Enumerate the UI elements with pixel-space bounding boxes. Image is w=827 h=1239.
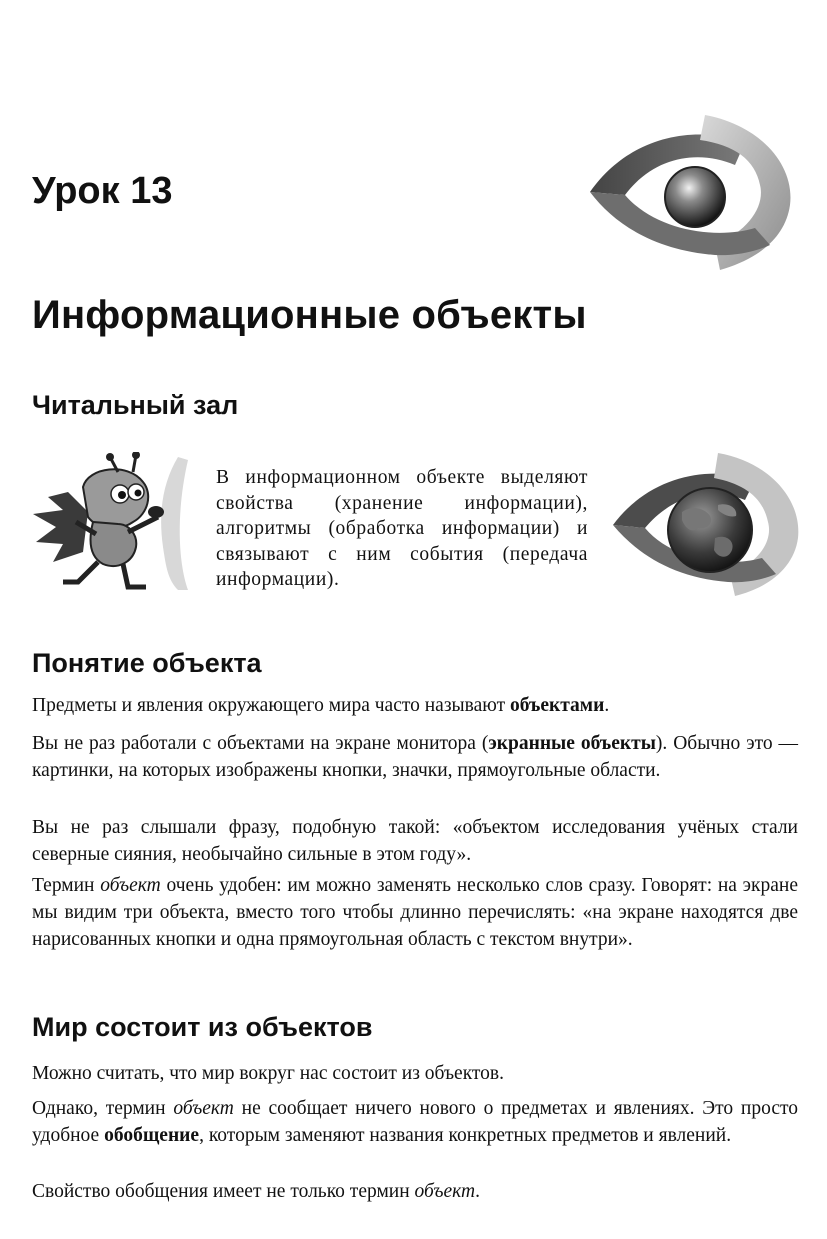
text-run: .	[475, 1181, 480, 1202]
paragraph: Вы не раз слышали фразу, подобную такой: «объектом исследования учёных стали северные сияния, необычайно сильные в этом году».	[32, 817, 798, 865]
text-run: Свойство обобщения имеет не только термин	[32, 1181, 415, 1202]
text-run: Предметы и явления окружающего мира часто называют	[32, 695, 510, 716]
paragraph	[32, 872, 798, 953]
italic-term: объект	[414, 1181, 476, 1202]
text-run: .	[604, 695, 610, 716]
italic-term: объект	[173, 1098, 234, 1119]
paragraph: Можно считать, что мир вокруг нас состоит из объектов.	[32, 1063, 505, 1084]
text-run: ). Обычно это — картинки, на которых изображены кнопки, значки, прямоугольные области.	[32, 733, 798, 781]
bold-term: экранные объекты	[488, 733, 656, 754]
paragraph	[32, 692, 798, 719]
hedgehog-mascot-icon	[28, 452, 193, 594]
section-heading-world-of-objects: Мир состоит из объектов	[32, 1012, 373, 1042]
text-run: , которым заменяют названия конкретных предметов и явлений.	[199, 1125, 732, 1146]
text-run: не сообщает ничего нового о предметах и явлениях. Это просто удобное	[32, 1098, 798, 1146]
italic-term: объект	[100, 875, 161, 896]
lesson-label: Урок 13	[32, 170, 173, 212]
globe-eye-icon	[610, 450, 805, 600]
text-run: очень удобен: им можно заменять несколько слов сразу. Говорят: на экране мы видим три объекта, вместо того чтобы длинно перечислять: «на экране находятся две нарисованных кнопки и одна прямоугольная область с текстом внутри».	[32, 875, 798, 950]
text-run: Вы не раз работали с объектами на экране монитора (	[32, 733, 489, 754]
intro-text: В информационном объекте выделяют свойства (хранение информации), алгоритмы (обработка информации) и связывают с ним события (передача информации).	[216, 467, 588, 590]
text-run: Термин	[32, 875, 101, 896]
text-run: Однако, термин	[32, 1098, 174, 1119]
paragraph	[32, 1095, 798, 1149]
paragraph	[32, 1178, 798, 1205]
bold-term: обобщение	[104, 1125, 200, 1146]
bold-term: объектами	[509, 695, 605, 716]
section-heading-reading-room: Читальный зал	[32, 390, 239, 420]
eye-logo-icon	[585, 110, 800, 275]
section-heading-object-concept: Понятие объекта	[32, 648, 262, 678]
paragraph	[32, 730, 798, 784]
page-title: Информационные объекты	[32, 293, 587, 337]
